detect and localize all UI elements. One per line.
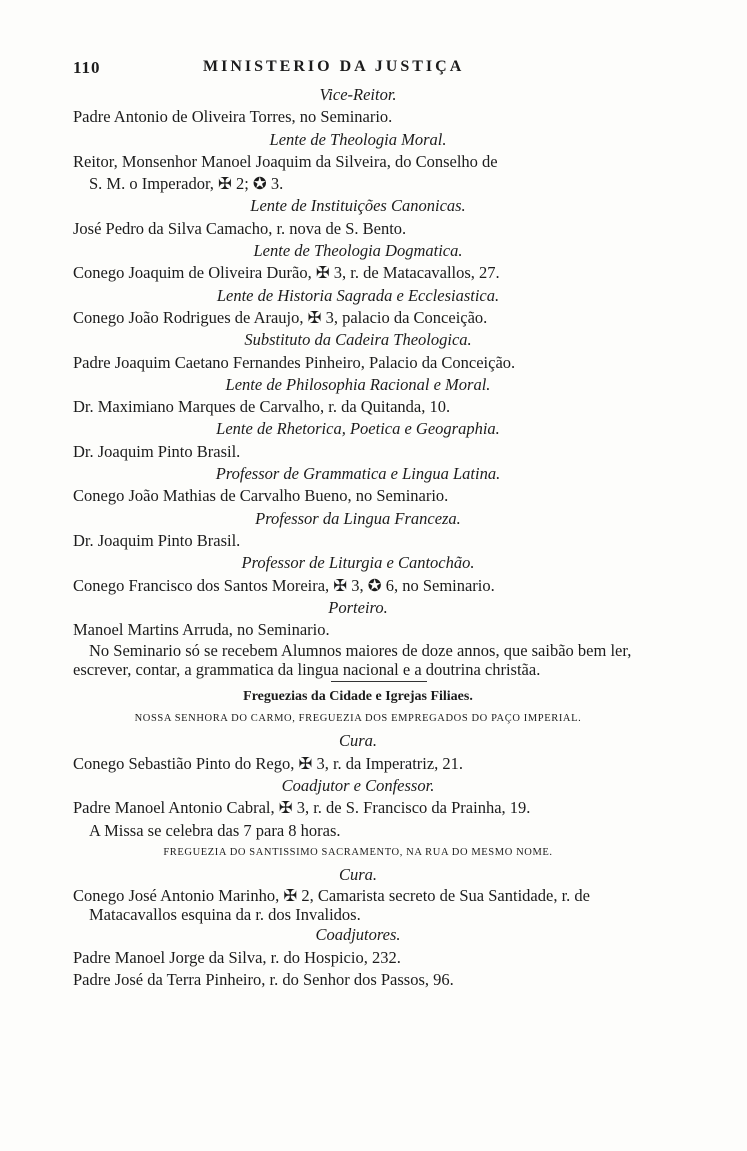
entry-line: Padre Antonio de Oliveira Torres, no Seminario. [73, 107, 393, 127]
entry-line: Conego Francisco dos Santos Moreira, ✠ 3, ✪ 6, no Seminario. [73, 575, 495, 595]
entry-line: Conego João Mathias de Carvalho Bueno, no Seminario. [73, 486, 449, 506]
paragraph: No Seminario só se recebem Alumnos maiores de doze annos, que saibão bem ler, escrever, contar, a grammatica da lingua nacional e a doutrina christãa. [73, 641, 632, 680]
parish-heading: NOSSA SENHORA DO CARMO, FREGUEZIA DOS EMPREGADOS DO PAÇO IMPERIAL. [134, 713, 582, 725]
role-heading: Lente de Instituições Canonicas. [250, 196, 466, 216]
page-number: 110 [73, 58, 101, 77]
role-heading: Cura. [338, 864, 378, 884]
role-heading: Lente de Theologia Moral. [269, 129, 447, 149]
note-line: A Missa se celebra das 7 para 8 horas. [89, 820, 341, 840]
document-body [73, 84, 643, 991]
role-heading: Professor da Lingua Franceza. [255, 508, 461, 528]
role-heading: Porteiro. [328, 597, 388, 617]
entry-line: Dr. Joaquim Pinto Brasil. [73, 530, 241, 550]
role-heading: Professor de Liturgia e Cantochão. [241, 553, 475, 573]
role-heading: Lente de Historia Sagrada e Ecclesiastica. [216, 285, 500, 305]
entry-line: Padre Joaquim Caetano Fernandes Pinheiro, Palacio da Conceição. [73, 352, 516, 372]
entry-line: Conego Joaquim de Oliveira Durão, ✠ 3, r. de Matacavallos, 27. [73, 263, 500, 283]
running-header [73, 58, 643, 84]
entry-line: Manoel Martins Arruda, no Seminario. [73, 620, 330, 640]
role-heading: Lente de Rhetorica, Poetica e Geographia. [216, 419, 500, 439]
entry-line: José Pedro da Silva Camacho, r. nova de S. Bento. [73, 218, 407, 238]
role-heading: Vice-Reitor. [319, 85, 397, 104]
entry-line: Padre Manoel Jorge da Silva, r. do Hospicio, 232. [73, 947, 401, 967]
role-heading: Lente de Theologia Dogmatica. [253, 241, 463, 261]
entry-line: Dr. Joaquim Pinto Brasil. [73, 441, 241, 461]
entry-line: Conego Sebastião Pinto do Rego, ✠ 3, r. da Imperatriz, 21. [73, 753, 464, 773]
document-page [73, 58, 643, 991]
entry-line: Conego João Rodrigues de Araujo, ✠ 3, palacio da Conceição. [73, 307, 488, 327]
section-rule [331, 681, 427, 682]
entry-line: Padre Manoel Antonio Cabral, ✠ 3, r. de S. Francisco da Prainha, 19. [73, 798, 531, 818]
entry-continuation: S. M. o Imperador, ✠ 2; ✪ 3. [89, 174, 284, 194]
role-heading: Professor de Grammatica e Lingua Latina. [215, 464, 501, 484]
role-heading: Cura. [338, 731, 378, 751]
role-heading: Substituto da Cadeira Theologica. [244, 330, 472, 350]
section-title: Freguezias da Cidade e Igrejas Filiaes. [243, 689, 473, 705]
running-head-title: MINISTERIO DA JUSTIÇA [203, 58, 465, 75]
entry-line: Dr. Maximiano Marques de Carvalho, r. da Quitanda, 10. [73, 397, 451, 417]
entry-line: Conego José Antonio Marinho, ✠ 2, Camarista secreto de Sua Santidade, r. de Matacavallos esquina da r. dos Invalidos. [73, 886, 590, 925]
role-heading: Coadjutores. [315, 925, 401, 945]
entry-line: Padre José da Terra Pinheiro, r. do Senhor dos Passos, 96. [73, 969, 454, 989]
role-heading: Lente de Philosophia Racional e Moral. [225, 374, 491, 394]
role-heading: Coadjutor e Confessor. [281, 776, 435, 796]
parish-heading: FREGUEZIA DO SANTISSIMO SACRAMENTO, NA RUA DO MESMO NOME. [163, 846, 553, 858]
entry-line: Reitor, Monsenhor Manoel Joaquim da Silveira, do Conselho de [73, 151, 498, 171]
